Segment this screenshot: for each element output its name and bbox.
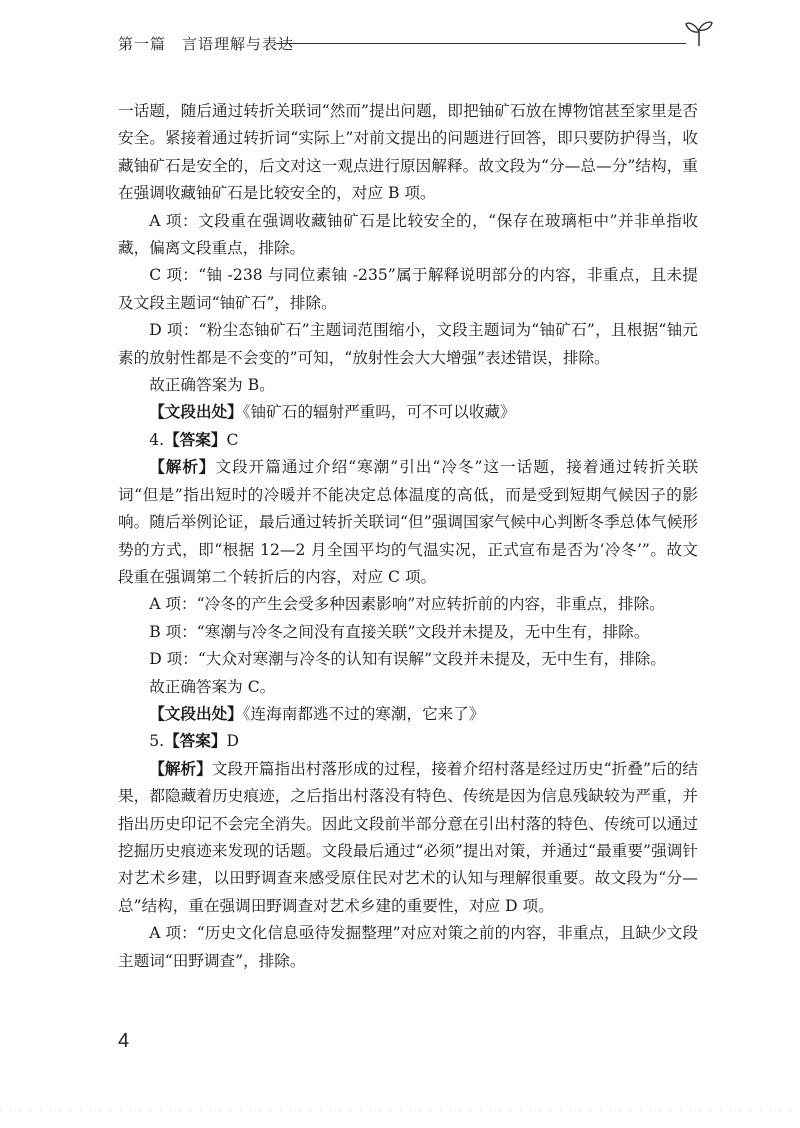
q4-conclusion: 故正确答案为 C。 xyxy=(149,677,276,696)
q4-analysis-text: 文段开篇通过介绍“寒潮”引出“冷冬”这一话题，接着通过转折关联词“但是”指出短时的冷暖并不能决定总体温度的高低，而是受到短期气候因子的影响。随后举例论证，最后通过转折关联词“但”强调国家气候中心判断冬季总体气候形势的方式，即“根据 12—2 月全国平均的气温实况，正式宣布是否为‘冷冬’”。故文段重在强调第二个转折后的内容，对应 C 项。 xyxy=(118,458,698,586)
q4-option-d: D 项：“大众对寒潮与冷冬的认知有误解”文段并未提及，无中生有，排除。 xyxy=(149,650,666,669)
q4-answer-line xyxy=(118,427,698,454)
page-content xyxy=(118,98,698,975)
q4-source-line xyxy=(118,701,698,728)
q4-analysis xyxy=(118,454,698,591)
q4-number: 4. xyxy=(149,430,165,449)
header-title: 第一篇 言语理解与表达 xyxy=(118,35,295,53)
analysis-label: 【解析】 xyxy=(149,759,212,778)
paragraph-q3-option-d: D 项：“粉尘态铀矿石”主题词范围缩小，文段主题词为“铀矿石”，且根据“铀元素的放射性都是不会变的”可知，“放射性会大大增强”表述错误，排除。 xyxy=(118,321,698,367)
q4-answer: C xyxy=(226,430,239,449)
answer-label: 【答案】 xyxy=(164,732,227,751)
analysis-label: 【解析】 xyxy=(149,458,216,477)
q5-number: 5. xyxy=(149,732,165,751)
q4-option-a: A 项：“冷冬的产生会受多种因素影响”对应转折前的内容，非重点，排除。 xyxy=(149,595,665,614)
q4-option-b: B 项：“寒潮与冷冬之间没有直接关联”文段并未提及，无中生有，排除。 xyxy=(149,622,650,641)
q5-option-a: A 项：“历史文化信息亟待发掘整理”对应对策之前的内容，非重点，且缺少文段主题词“田野调查”，排除。 xyxy=(118,924,698,970)
q5-analysis-text: 文段开篇指出村落形成的过程，接着介绍村落是经过历史“折叠”后的结果，都隐藏着历史痕迹，之后指出村落没有特色、传统是因为信息残缺较为严重，并指出历史印记不会完全消失。因此文段前半部分意在引出村落的特色、传统可以通过挖掘历史痕迹来发现的话题。文段最后通过“必须”提出对策，并通过“最重要”强调针对艺术乡建，以田野调查来感受原住民对艺术的认知与理解很重要。故文段为“分—总”结构，重在强调田野调查对艺术乡建的重要性，对应 D 项。 xyxy=(118,759,698,915)
q5-answer: D xyxy=(226,732,239,751)
source-label: 【文段出处】 xyxy=(149,704,243,723)
q3-source-line xyxy=(118,399,698,426)
source-label: 【文段出处】 xyxy=(149,403,243,422)
q5-answer-line xyxy=(118,728,698,755)
page-number: 4 xyxy=(118,1030,130,1052)
q4-source: 《连海南都逃不过的寒潮，它来了》 xyxy=(242,704,485,723)
paragraph-q3-conclusion: 故正确答案为 B。 xyxy=(149,376,275,395)
running-header xyxy=(118,33,708,57)
sprout-icon xyxy=(684,19,714,47)
paragraph-q3-option-a: A 项：文段重在强调收藏铀矿石是比较安全的，“保存在玻璃柜中”并非单指收藏，偏离文段重点，排除。 xyxy=(118,211,698,258)
q3-source: 《铀矿石的辐射严重吗，可不可以收藏》 xyxy=(242,403,516,422)
header-rule xyxy=(276,43,686,44)
q5-analysis xyxy=(118,756,698,920)
paragraph-q3-option-c: C 项：“铀 -238 与同位素铀 -235”属于解释说明部分的内容，非重点，且未提及文段主题词“铀矿石”，排除。 xyxy=(118,266,698,312)
answer-label: 【答案】 xyxy=(164,430,227,449)
paragraph-q3-analysis-continued: 一话题，随后通过转折关联词“然而”提出问题，即把铀矿石放在博物馆甚至家里是否安全。紧接着通过转折词“实际上”对前文提出的问题进行回答，即只要防护得当，收藏铀矿石是安全的，后文对这一观点进行原因解释。故文段为“分—总—分”结构，重在强调收藏铀矿石是比较安全的，对应 B 项。 xyxy=(118,102,698,203)
scan-edge-artifact xyxy=(0,1108,800,1112)
